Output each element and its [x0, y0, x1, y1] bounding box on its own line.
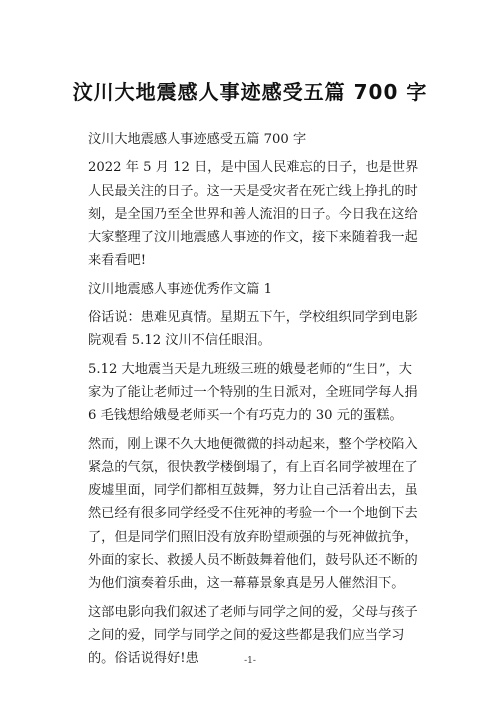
paragraph-proverb: 俗话说：患难见真情。星期五下午，学校组织同学到电影院观看 5.12 汶川不信任眼泪。 [88, 310, 418, 349]
paragraph-subtitle: 汶川大地震感人事迹感受五篇 700 字 [88, 132, 307, 147]
paragraph-section-heading: 汶川地震感人事迹优秀作文篇 1 [88, 281, 273, 297]
paragraph-intro: 2022 年 5 月 12 日，是中国人民难忘的日子，也是世界人民最关注的日子。这一天是受灾者在死亡线上挣扎的时刻，是全国乃至全世界和善人流泪的日子。今日我在这给大家整理了汶川地震感人事迹的作文，接下来随着我一起来看看吧! [88, 160, 419, 269]
document-body [88, 128, 424, 676]
document-title: 汶川大地震感人事迹感受五篇 700 字 [72, 80, 428, 104]
paragraph-earthquake: 然而，刚上课不久大地便微微的抖动起来，整个学校陷入紧急的气氛，很快教学楼倒塌了，有上百名同学被埋在了废墟里面，同学们都相互鼓舞，努力让自己活着出去，虽然已经有很多同学经受不住死神的考验一个一个地倒下去了，但是同学们照旧没有放弃盼望顽强的与死神做抗争，外面的家长、救援人员不断鼓舞着他们，鼓号队还不断的为他们演奏着乐曲，这一幕幕景象真是另人催然泪下。 [88, 436, 418, 592]
paragraph-movie: 这部电影向我们叙述了老师与同学之间的爱，父母与孩子之间的爱，同学与同学之间的爱这些都是我们应当学习的。俗话说得好!患 [88, 604, 418, 667]
paragraph-birthday: 5.12 大地震当天是九班级三班的娥曼老师的“生日”，大家为了能让老师过一个特别的生日派对，全班同学每人捐 6 毛钱想给娥曼老师买一个有巧克力的 30 元的蛋糕。 [88, 361, 418, 424]
page-number: -1- [244, 656, 256, 666]
